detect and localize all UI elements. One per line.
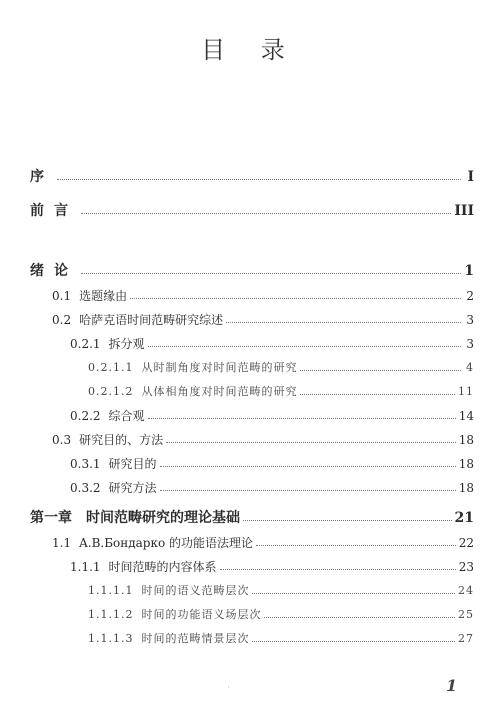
entry-title: 选题缘由 — [79, 289, 128, 303]
entry-title: 前言 — [30, 203, 78, 219]
entry-title: 研究目的、方法 — [79, 433, 164, 447]
entry-title: 时间的功能语义场层次 — [141, 608, 262, 621]
entry-number: 0.1 — [52, 289, 72, 303]
leader-dots — [264, 617, 455, 618]
entry-number: 1.1 — [52, 536, 72, 550]
entry-number: 1.1.1.3 — [88, 632, 134, 645]
entry-page: 21 — [454, 510, 474, 526]
leader-dots — [81, 273, 461, 274]
leader-dots — [160, 490, 456, 491]
entry-number: 1.1.1.1 — [88, 584, 134, 597]
toc-entry[interactable] — [52, 311, 474, 328]
entry-title: 时间范畴的内容体系 — [108, 560, 217, 574]
entry-number: 1.1.1 — [70, 560, 101, 574]
entry-number: 0.2 — [52, 313, 72, 327]
entry-page: 4 — [466, 361, 474, 374]
entry-title: 综合观 — [108, 409, 145, 423]
entry-title: 哈萨克语时间范畴研究综述 — [79, 313, 224, 327]
entry-title: 从体相角度对时间范畴的研究 — [141, 385, 298, 398]
leader-dots — [148, 418, 456, 419]
leader-dots — [148, 346, 461, 347]
leader-dots — [252, 641, 455, 642]
leader-dots — [226, 322, 461, 323]
toc-entry[interactable] — [88, 606, 474, 622]
page-title: 目 录 — [201, 36, 299, 64]
leader-dots — [160, 466, 456, 467]
entry-page: 2 — [466, 289, 474, 303]
leader-dots — [130, 298, 461, 299]
entry-page: 18 — [458, 457, 474, 471]
entry-title: 时间的语义范畴层次 — [141, 584, 250, 597]
leader-dots — [81, 213, 451, 214]
entry-page: 3 — [466, 337, 474, 351]
entry-page: 27 — [458, 632, 474, 645]
page-number: 1 — [446, 676, 458, 695]
entry-title: 时间范畴研究的理论基础 — [86, 510, 240, 526]
leader-dots — [300, 370, 461, 371]
toc-entry[interactable] — [30, 166, 474, 186]
entry-page: 18 — [458, 433, 474, 447]
chapter-number: 第一章 — [30, 510, 72, 526]
leader-dots — [252, 593, 455, 594]
entry-title: 序 — [30, 169, 54, 185]
entry-page: I — [467, 169, 474, 185]
entry-number: 0.3.1 — [70, 457, 101, 471]
entry-number: 0.2.1.1 — [88, 361, 134, 374]
entry-number: 0.3.2 — [70, 481, 101, 495]
toc-entry[interactable] — [88, 359, 474, 375]
entry-title: 时间的范畴情景层次 — [141, 632, 250, 645]
entry-page: 1 — [464, 263, 474, 279]
toc-entry[interactable] — [52, 431, 474, 448]
entry-number: 0.2.1.2 — [88, 385, 134, 398]
entry-page: 18 — [458, 481, 474, 495]
toc-entry[interactable] — [52, 287, 474, 304]
toc-entry[interactable] — [70, 407, 474, 424]
entry-title: 研究方法 — [108, 481, 157, 495]
leader-dots — [243, 520, 452, 521]
print-mark: ' — [228, 686, 230, 693]
leader-dots — [300, 394, 455, 395]
entry-number: 0.3 — [52, 433, 72, 447]
toc-entry[interactable] — [70, 455, 474, 472]
entry-page: 11 — [458, 385, 474, 398]
entry-number: 1.1.1.2 — [88, 608, 134, 621]
toc-entry[interactable] — [88, 630, 474, 646]
leader-dots — [220, 569, 456, 570]
entry-page: 3 — [466, 313, 474, 327]
entry-title: 绪论 — [30, 263, 78, 279]
entry-page: 23 — [458, 560, 474, 574]
toc-entry[interactable] — [30, 200, 474, 220]
entry-page: 22 — [458, 536, 474, 550]
leader-dots — [256, 545, 456, 546]
entry-title: 研究目的 — [108, 457, 157, 471]
toc-entry[interactable] — [70, 558, 474, 575]
toc-entry[interactable] — [70, 479, 474, 496]
entry-title: A.B.Бондарко 的功能语法理论 — [79, 536, 254, 550]
leader-dots — [166, 442, 456, 443]
entry-number: 0.2.2 — [70, 409, 101, 423]
toc-entry[interactable] — [88, 582, 474, 598]
leader-dots — [57, 179, 461, 180]
entry-page: 25 — [458, 608, 474, 621]
entry-number: 0.2.1 — [70, 337, 101, 351]
entry-title: 从时制角度对时间范畴的研究 — [141, 361, 298, 374]
toc-entry[interactable] — [88, 383, 474, 399]
entry-page: 24 — [458, 584, 474, 597]
toc-entry[interactable] — [30, 260, 474, 280]
entry-page: 14 — [458, 409, 474, 423]
toc-entry-chapter[interactable] — [30, 507, 474, 527]
toc-entry[interactable] — [52, 534, 474, 551]
toc-entry[interactable] — [70, 335, 474, 352]
entry-title: 拆分观 — [108, 337, 145, 351]
entry-page: III — [454, 203, 474, 219]
